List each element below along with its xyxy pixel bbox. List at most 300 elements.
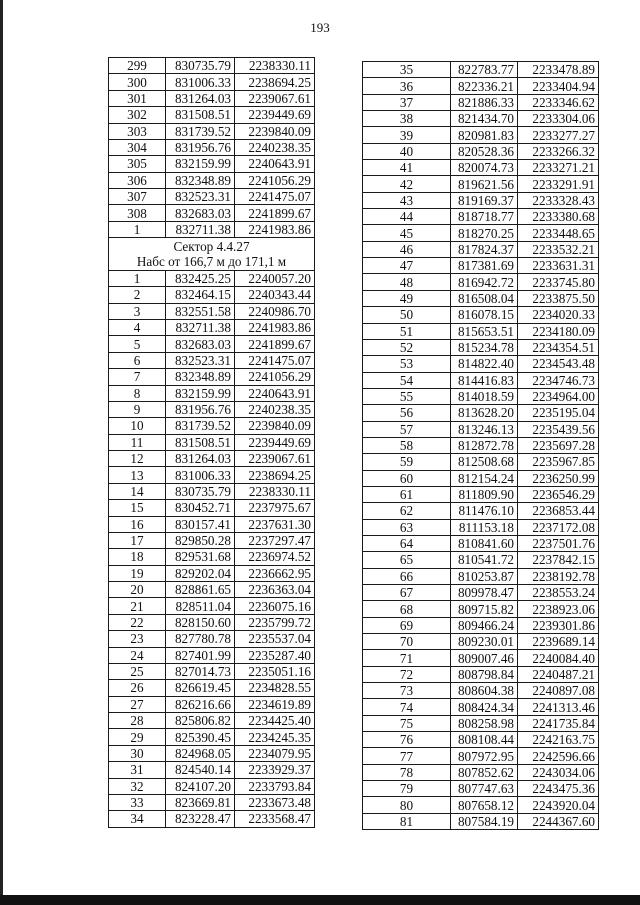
table-row: [363, 437, 599, 453]
y-coordinate: 2239840.09: [235, 418, 315, 434]
y-coordinate: 2239449.69: [235, 107, 315, 123]
x-coordinate: 807658.12: [451, 797, 518, 813]
table-row: [363, 339, 599, 355]
y-coordinate: 2239301.86: [518, 617, 599, 633]
x-coordinate: 817824.37: [451, 241, 518, 257]
table-row: [109, 614, 315, 630]
point-number: 55: [363, 388, 451, 404]
y-coordinate: 2239449.69: [235, 434, 315, 450]
x-coordinate: 832425.25: [166, 270, 235, 286]
x-coordinate: 832464.15: [166, 287, 235, 303]
point-number: 63: [363, 519, 451, 535]
x-coordinate: 819169.37: [451, 192, 518, 208]
point-number: 1: [109, 221, 166, 237]
table-row: [363, 748, 599, 764]
y-coordinate: 2243920.04: [518, 797, 599, 813]
point-number: 73: [363, 683, 451, 699]
y-coordinate: 2240238.35: [235, 401, 315, 417]
table-row: [109, 221, 315, 237]
point-number: 308: [109, 205, 166, 221]
table-row: [363, 143, 599, 159]
table-row: [363, 781, 599, 797]
point-number: 21: [109, 598, 166, 614]
point-number: 302: [109, 107, 166, 123]
y-coordinate: 2240986.70: [235, 303, 315, 319]
x-coordinate: 830735.79: [166, 483, 235, 499]
point-number: 4: [109, 320, 166, 336]
table-row: [363, 601, 599, 617]
point-number: 6: [109, 352, 166, 368]
x-coordinate: 821886.33: [451, 94, 518, 110]
point-number: 304: [109, 139, 166, 155]
x-coordinate: 812508.68: [451, 454, 518, 470]
x-coordinate: 808258.98: [451, 715, 518, 731]
point-number: 77: [363, 748, 451, 764]
x-coordinate: 814822.40: [451, 356, 518, 372]
point-number: 48: [363, 274, 451, 290]
x-coordinate: 820981.83: [451, 127, 518, 143]
table-row: [363, 290, 599, 306]
x-coordinate: 825806.82: [166, 713, 235, 729]
point-number: 81: [363, 813, 451, 829]
point-number: 57: [363, 421, 451, 437]
x-coordinate: 831508.51: [166, 107, 235, 123]
table-row: [363, 372, 599, 388]
x-coordinate: 832711.38: [166, 221, 235, 237]
x-coordinate: 810541.72: [451, 552, 518, 568]
x-coordinate: 832711.38: [166, 320, 235, 336]
x-coordinate: 827014.73: [166, 663, 235, 679]
coordinates-table-right: [362, 61, 599, 830]
x-coordinate: 808604.38: [451, 683, 518, 699]
x-coordinate: 815234.78: [451, 339, 518, 355]
point-number: 13: [109, 467, 166, 483]
point-number: 40: [363, 143, 451, 159]
point-number: 30: [109, 745, 166, 761]
x-coordinate: 831956.76: [166, 139, 235, 155]
y-coordinate: 2237172.08: [518, 519, 599, 535]
x-coordinate: 820528.36: [451, 143, 518, 159]
y-coordinate: 2234354.51: [518, 339, 599, 355]
y-coordinate: 2237631.30: [235, 516, 315, 532]
x-coordinate: 820074.73: [451, 160, 518, 176]
point-number: 9: [109, 401, 166, 417]
table-row: [109, 74, 315, 90]
x-coordinate: 809715.82: [451, 601, 518, 617]
point-number: 305: [109, 156, 166, 172]
x-coordinate: 811476.10: [451, 503, 518, 519]
y-coordinate: 2238553.24: [518, 585, 599, 601]
point-number: 20: [109, 582, 166, 598]
point-number: 37: [363, 94, 451, 110]
point-number: 62: [363, 503, 451, 519]
point-number: 5: [109, 336, 166, 352]
x-coordinate: 809230.01: [451, 634, 518, 650]
table-row: [363, 421, 599, 437]
x-coordinate: 809007.46: [451, 650, 518, 666]
x-coordinate: 832348.89: [166, 369, 235, 385]
y-coordinate: 2240057.20: [235, 270, 315, 286]
table-row: [109, 647, 315, 663]
table-row: [109, 778, 315, 794]
y-coordinate: 2233745.80: [518, 274, 599, 290]
point-number: 3: [109, 303, 166, 319]
point-number: 12: [109, 451, 166, 467]
x-coordinate: 832683.03: [166, 205, 235, 221]
table-row: [363, 764, 599, 780]
table-row: [363, 797, 599, 813]
table-row: [109, 369, 315, 385]
table-row: [109, 745, 315, 761]
y-coordinate: 2239689.14: [518, 634, 599, 650]
y-coordinate: 2234619.89: [235, 696, 315, 712]
y-coordinate: 2238330.11: [235, 58, 315, 74]
point-number: 306: [109, 172, 166, 188]
page-number: 193: [310, 20, 330, 35]
point-number: 68: [363, 601, 451, 617]
table-row: [363, 323, 599, 339]
table-row: [363, 568, 599, 584]
point-number: 14: [109, 483, 166, 499]
x-coordinate: 816942.72: [451, 274, 518, 290]
table-row: [109, 762, 315, 778]
y-coordinate: 2240238.35: [235, 139, 315, 155]
table-row: [363, 732, 599, 748]
y-coordinate: 2233328.43: [518, 192, 599, 208]
x-coordinate: 812872.78: [451, 437, 518, 453]
y-coordinate: 2233304.06: [518, 111, 599, 127]
table-row: [363, 552, 599, 568]
point-number: 67: [363, 585, 451, 601]
point-number: 10: [109, 418, 166, 434]
table-row: [109, 336, 315, 352]
point-number: 28: [109, 713, 166, 729]
point-number: 16: [109, 516, 166, 532]
table-row: [109, 401, 315, 417]
table-row: [363, 470, 599, 486]
y-coordinate: 2237975.67: [235, 500, 315, 516]
y-coordinate: 2235439.56: [518, 421, 599, 437]
point-number: 299: [109, 58, 166, 74]
x-coordinate: 831264.03: [166, 451, 235, 467]
table-row: [363, 519, 599, 535]
y-coordinate: 2233532.21: [518, 241, 599, 257]
x-coordinate: 832523.31: [166, 352, 235, 368]
x-coordinate: 808798.84: [451, 666, 518, 682]
x-coordinate: 813246.13: [451, 421, 518, 437]
table-row: [109, 811, 315, 827]
y-coordinate: 2234245.35: [235, 729, 315, 745]
point-number: 60: [363, 470, 451, 486]
table-row: [363, 225, 599, 241]
point-number: 19: [109, 565, 166, 581]
y-coordinate: 2238192.78: [518, 568, 599, 584]
y-coordinate: 2234180.09: [518, 323, 599, 339]
y-coordinate: 2233631.31: [518, 258, 599, 274]
sector-subtitle: Набс от 166,7 м до 171,1 м: [109, 254, 315, 270]
y-coordinate: 2241056.29: [235, 172, 315, 188]
x-coordinate: 832348.89: [166, 172, 235, 188]
table-row: [109, 270, 315, 286]
y-coordinate: 2242163.75: [518, 732, 599, 748]
x-coordinate: 824968.05: [166, 745, 235, 761]
point-number: 70: [363, 634, 451, 650]
y-coordinate: 2235195.04: [518, 405, 599, 421]
y-coordinate: 2243475.36: [518, 781, 599, 797]
y-coordinate: 2233291.91: [518, 176, 599, 192]
sector-title: Сектор 4.4.27: [109, 238, 315, 254]
y-coordinate: 2238330.11: [235, 483, 315, 499]
y-coordinate: 2236075.16: [235, 598, 315, 614]
y-coordinate: 2235697.28: [518, 437, 599, 453]
table-row: [363, 192, 599, 208]
point-number: 65: [363, 552, 451, 568]
table-row: [109, 90, 315, 106]
x-coordinate: 807747.63: [451, 781, 518, 797]
table-row: [109, 680, 315, 696]
y-coordinate: 2238694.25: [235, 467, 315, 483]
y-coordinate: 2241983.86: [235, 320, 315, 336]
table-row: [109, 794, 315, 810]
table-row: [109, 172, 315, 188]
x-coordinate: 832159.99: [166, 156, 235, 172]
y-coordinate: 2233568.47: [235, 811, 315, 827]
point-number: 41: [363, 160, 451, 176]
y-coordinate: 2235537.04: [235, 631, 315, 647]
y-coordinate: 2241899.67: [235, 205, 315, 221]
y-coordinate: 2235799.72: [235, 614, 315, 630]
y-coordinate: 2234425.40: [235, 713, 315, 729]
point-number: 75: [363, 715, 451, 731]
table-row: [363, 307, 599, 323]
x-coordinate: 809978.47: [451, 585, 518, 601]
table-row: [109, 516, 315, 532]
y-coordinate: 2241313.46: [518, 699, 599, 715]
y-coordinate: 2239067.61: [235, 451, 315, 467]
x-coordinate: 810253.87: [451, 568, 518, 584]
point-number: 27: [109, 696, 166, 712]
scan-left-edge: [0, 0, 3, 905]
x-coordinate: 815653.51: [451, 323, 518, 339]
x-coordinate: 821434.70: [451, 111, 518, 127]
point-number: 33: [109, 794, 166, 810]
point-number: 53: [363, 356, 451, 372]
point-number: 47: [363, 258, 451, 274]
point-number: 2: [109, 287, 166, 303]
point-number: 45: [363, 225, 451, 241]
y-coordinate: 2236546.29: [518, 486, 599, 502]
x-coordinate: 826216.66: [166, 696, 235, 712]
y-coordinate: 2240343.44: [235, 287, 315, 303]
x-coordinate: 830452.71: [166, 500, 235, 516]
table-row: [109, 139, 315, 155]
coordinates-table-left: [108, 57, 315, 828]
x-coordinate: 807852.62: [451, 764, 518, 780]
x-coordinate: 814018.59: [451, 388, 518, 404]
y-coordinate: 2241983.86: [235, 221, 315, 237]
x-coordinate: 822783.77: [451, 62, 518, 78]
point-number: 52: [363, 339, 451, 355]
point-number: 11: [109, 434, 166, 450]
x-coordinate: 832523.31: [166, 189, 235, 205]
table-row: [363, 127, 599, 143]
table-row: [109, 549, 315, 565]
point-number: 69: [363, 617, 451, 633]
y-coordinate: 2233875.50: [518, 290, 599, 306]
x-coordinate: 816508.04: [451, 290, 518, 306]
point-number: 54: [363, 372, 451, 388]
point-number: 24: [109, 647, 166, 663]
table-row: [363, 388, 599, 404]
x-coordinate: 813628.20: [451, 405, 518, 421]
y-coordinate: 2236250.99: [518, 470, 599, 486]
y-coordinate: 2242596.66: [518, 748, 599, 764]
y-coordinate: 2235967.85: [518, 454, 599, 470]
y-coordinate: 2237842.15: [518, 552, 599, 568]
x-coordinate: 808424.34: [451, 699, 518, 715]
table-row: [109, 156, 315, 172]
table-row: [109, 631, 315, 647]
table-row: [363, 503, 599, 519]
x-coordinate: 814416.83: [451, 372, 518, 388]
table-row: [363, 356, 599, 372]
y-coordinate: 2234964.00: [518, 388, 599, 404]
point-number: 35: [363, 62, 451, 78]
x-coordinate: 831508.51: [166, 434, 235, 450]
x-coordinate: 828511.04: [166, 598, 235, 614]
table-row: [363, 634, 599, 650]
y-coordinate: 2233404.94: [518, 78, 599, 94]
point-number: 26: [109, 680, 166, 696]
y-coordinate: 2235287.40: [235, 647, 315, 663]
y-coordinate: 2233346.62: [518, 94, 599, 110]
x-coordinate: 819621.56: [451, 176, 518, 192]
point-number: 300: [109, 74, 166, 90]
y-coordinate: 2240643.91: [235, 385, 315, 401]
table-row: [109, 483, 315, 499]
table-row: [363, 683, 599, 699]
table-row: [109, 598, 315, 614]
table-row: [109, 352, 315, 368]
x-coordinate: 830735.79: [166, 58, 235, 74]
table-row: [109, 467, 315, 483]
x-coordinate: 832159.99: [166, 385, 235, 401]
table-row: [109, 320, 315, 336]
y-coordinate: 2244367.60: [518, 813, 599, 829]
x-coordinate: 807972.95: [451, 748, 518, 764]
x-coordinate: 810841.60: [451, 535, 518, 551]
y-coordinate: 2240084.40: [518, 650, 599, 666]
y-coordinate: 2236363.04: [235, 582, 315, 598]
point-number: 307: [109, 189, 166, 205]
point-number: 301: [109, 90, 166, 106]
point-number: 50: [363, 307, 451, 323]
table-row: [363, 241, 599, 257]
x-coordinate: 826619.45: [166, 680, 235, 696]
point-number: 18: [109, 549, 166, 565]
x-coordinate: 827401.99: [166, 647, 235, 663]
table-row: [363, 78, 599, 94]
y-coordinate: 2240897.08: [518, 683, 599, 699]
y-coordinate: 2236853.44: [518, 503, 599, 519]
x-coordinate: 831739.52: [166, 123, 235, 139]
table-row: [109, 500, 315, 516]
point-number: 303: [109, 123, 166, 139]
table-row: [109, 729, 315, 745]
x-coordinate: 831006.33: [166, 467, 235, 483]
y-coordinate: 2233673.48: [235, 794, 315, 810]
y-coordinate: 2240487.21: [518, 666, 599, 682]
y-coordinate: 2233929.37: [235, 762, 315, 778]
point-number: 43: [363, 192, 451, 208]
table-row: [109, 123, 315, 139]
table-row: [363, 258, 599, 274]
x-coordinate: 824540.14: [166, 762, 235, 778]
point-number: 42: [363, 176, 451, 192]
x-coordinate: 829850.28: [166, 532, 235, 548]
point-number: 44: [363, 209, 451, 225]
table-row: [363, 454, 599, 470]
y-coordinate: 2236974.52: [235, 549, 315, 565]
x-coordinate: 827780.78: [166, 631, 235, 647]
x-coordinate: 831739.52: [166, 418, 235, 434]
point-number: 71: [363, 650, 451, 666]
y-coordinate: 2234746.73: [518, 372, 599, 388]
point-number: 1: [109, 270, 166, 286]
table-row: [109, 418, 315, 434]
point-number: 32: [109, 778, 166, 794]
x-coordinate: 824107.20: [166, 778, 235, 794]
table-row: [363, 209, 599, 225]
table-row: [363, 650, 599, 666]
table-row: [109, 663, 315, 679]
x-coordinate: 829531.68: [166, 549, 235, 565]
x-coordinate: 811153.18: [451, 519, 518, 535]
x-coordinate: 823669.81: [166, 794, 235, 810]
point-number: 61: [363, 486, 451, 502]
y-coordinate: 2233277.27: [518, 127, 599, 143]
x-coordinate: 807584.19: [451, 813, 518, 829]
point-number: 79: [363, 781, 451, 797]
y-coordinate: 2239067.61: [235, 90, 315, 106]
table-row: [109, 582, 315, 598]
table-row: [109, 189, 315, 205]
y-coordinate: 2241056.29: [235, 369, 315, 385]
y-coordinate: 2238923.06: [518, 601, 599, 617]
point-number: 72: [363, 666, 451, 682]
y-coordinate: 2238694.25: [235, 74, 315, 90]
point-number: 36: [363, 78, 451, 94]
point-number: 58: [363, 437, 451, 453]
y-coordinate: 2240643.91: [235, 156, 315, 172]
table-row: [109, 58, 315, 74]
point-number: 78: [363, 764, 451, 780]
table-row: [109, 385, 315, 401]
y-coordinate: 2241475.07: [235, 189, 315, 205]
y-coordinate: 2239840.09: [235, 123, 315, 139]
scan-bottom-edge: [0, 895, 640, 905]
point-number: 17: [109, 532, 166, 548]
table-row: [109, 107, 315, 123]
x-coordinate: 823228.47: [166, 811, 235, 827]
point-number: 66: [363, 568, 451, 584]
table-row: [363, 715, 599, 731]
x-coordinate: 828150.60: [166, 614, 235, 630]
y-coordinate: 2237297.47: [235, 532, 315, 548]
point-number: 15: [109, 500, 166, 516]
y-coordinate: 2237501.76: [518, 535, 599, 551]
x-coordinate: 809466.24: [451, 617, 518, 633]
